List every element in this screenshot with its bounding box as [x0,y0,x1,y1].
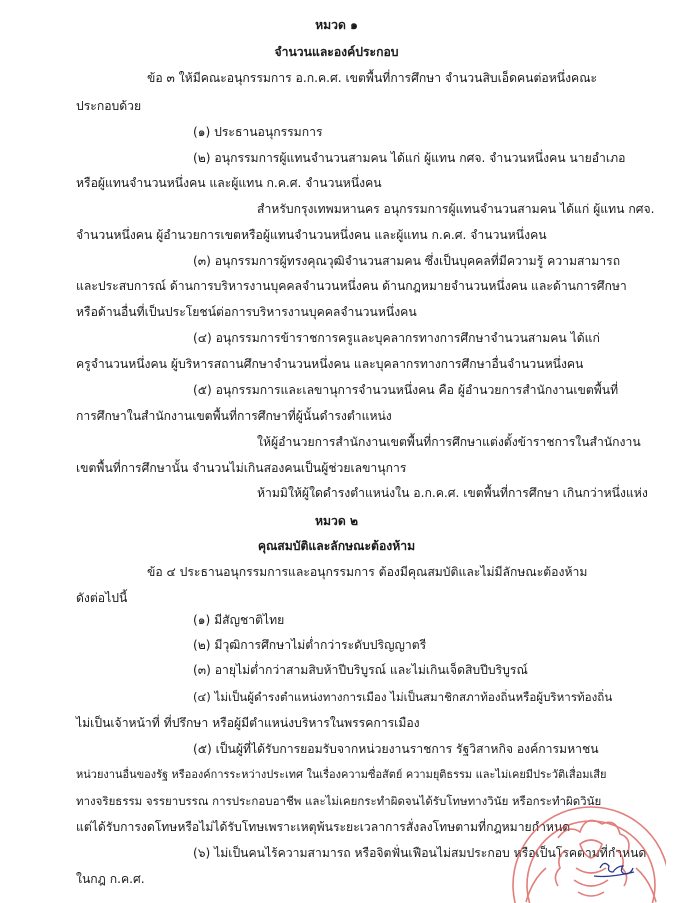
bangkok-line-2: จำนวนหนึ่งคน ผู้อำนวยการเขตหรือผู้แทนจำนวนหนึ่งคน และผู้แทน ก.ค.ศ. จำนวนหนึ่งคน [76,228,547,242]
seal-icon [496,790,666,903]
qualification-5-line-1: (๕) เป็นผู้ที่ได้รับการยอมรับจากหน่วยงานราชการ รัฐวิสาหกิจ องค์การมหาชน [193,742,599,756]
qualification-4-line-1: (๔) ไม่เป็นผู้ดำรงตำแหน่งทางการเมือง ไม่เป็นสมาชิกสภาท้องถิ่นหรือผู้บริหารท้องถิ่น [193,690,613,704]
qualification-6-line-1: (๖) ไม่เป็นคนไร้ความสามารถ หรือจิตฟั่นเฟือนไม่สมประกอบ หรือเป็นโรคตามที่กำหนด [193,846,647,860]
chapter-2-heading: หมวด ๒ [314,514,359,528]
qualification-4-line-2: ไม่เป็นเจ้าหน้าที่ ที่ปรึกษา หรือผู้มีตำแหน่งบริหารในพรรคการเมือง [76,716,420,730]
qualification-6-line-2: ในกฎ ก.ค.ศ. [76,872,145,886]
qualification-1: (๑) มีสัญชาติไทย [193,613,285,627]
item-1: (๑) ประธานอนุกรรมการ [193,125,323,139]
chapter-1-heading: หมวด ๑ [315,18,358,32]
item-3-line-2: และประสบการณ์ ด้านการบริหารงานบุคคลจำนวนหนึ่งคน ด้านกฎหมายจำนวนหนึ่งคน และด้านการศึกษา [76,279,627,293]
qualification-5-line-3: ทางจริยธรรม จรรยาบรรณ การประกอบอาชีพ และไม่เคยกระทำผิดจนได้รับโทษทางวินัย หรือกระทำผิดวินัย [76,794,602,808]
single-post-restriction: ห้ามมิให้ผู้ใดดำรงตำแหน่งใน อ.ก.ค.ศ. เขตพื้นที่การศึกษา เกินกว่าหนึ่งแห่ง [257,486,648,500]
article-4-line-2: ดังต่อไปนี้ [76,591,128,605]
item-3-line-3: หรือด้านอื่นที่เป็นประโยชน์ต่อการบริหารงานบุคคลจำนวนหนึ่งคน [76,305,417,319]
item-4-line-2: ครูจำนวนหนึ่งคน ผู้บริหารสถานศึกษาจำนวนหนึ่งคน และบุคลากรทางการศึกษาอื่นจำนวนหนึ่งคน [76,357,584,371]
chapter-2-title: คุณสมบัติและลักษณะต้องห้าม [257,539,416,553]
garuda-seal-stamp [496,790,666,903]
article-4-line-1: ข้อ ๔ ประธานอนุกรรมการและอนุกรรมการ ต้องมีคุณสมบัติและไม่มีลักษณะต้องห้าม [147,565,588,579]
assistant-secretary-line-2: เขตพื้นที่การศึกษานั้น จำนวนไม่เกินสองคนเป็นผู้ช่วยเลขานุการ [76,461,407,475]
article-3-line-2: ประกอบด้วย [76,99,142,113]
chapter-1-title: จำนวนและองค์ประกอบ [274,45,399,59]
item-3-line-1: (๓) อนุกรรมการผู้ทรงคุณวุฒิจำนวนสามคน ซึ่งเป็นบุคคลที่มีความรู้ ความสามารถ [193,254,621,268]
item-4-line-1: (๔) อนุกรรมการข้าราชการครูและบุคลากรทางการศึกษาจำนวนสามคน ได้แก่ [193,331,600,345]
item-5-line-2: การศึกษาในสำนักงานเขตพื้นที่การศึกษาที่ผู้นั้นดำรงตำแหน่ง [76,409,392,423]
item-5-line-1: (๕) อนุกรรมการและเลขานุการจำนวนหนึ่งคน คือ ผู้อำนวยการสำนักงานเขตพื้นที่ [193,383,619,397]
qualification-3: (๓) อายุไม่ต่ำกว่าสามสิบห้าปีบริบูรณ์ และไม่เกินเจ็ดสิบปีบริบูรณ์ [193,663,528,677]
qualification-5-line-4: แต่ได้รับการงดโทษหรือไม่ได้รับโทษเพราะเหตุพ้นระยะเวลาการสั่งลงโทษตามที่กฎหมายกำหนด [76,820,571,834]
qualification-2: (๒) มีวุฒิการศึกษาไม่ต่ำกว่าระดับปริญญาตรี [193,638,427,652]
assistant-secretary-line-1: ให้ผู้อำนวยการสำนักงานเขตพื้นที่การศึกษาแต่งตั้งข้าราชการในสำนักงาน [257,435,641,449]
qualification-5-line-2: หน่วยงานอื่นของรัฐ หรือองค์การระหว่างประเทศ ในเรื่องความซื่อสัตย์ ความยุติธรรม และไม่เคยมีประวัติเสื่อมเสีย [76,768,607,781]
bangkok-line-1: สำหรับกรุงเทพมหานคร อนุกรรมการผู้แทนจำนวนสามคน ได้แก่ ผู้แทน กศจ. [257,202,655,216]
item-2-line-1: (๒) อนุกรรมการผู้แทนจำนวนสามคน ได้แก่ ผู้แทน กศจ. จำนวนหนึ่งคน นายอำเภอ [193,151,626,165]
item-2-line-2: หรือผู้แทนจำนวนหนึ่งคน และผู้แทน ก.ค.ศ. จำนวนหนึ่งคน [76,176,382,190]
article-3-line-1: ข้อ ๓ ให้มีคณะอนุกรรมการ อ.ก.ค.ศ. เขตพื้นที่การศึกษา จำนวนสิบเอ็ดคนต่อหนึ่งคณะ [147,71,598,85]
